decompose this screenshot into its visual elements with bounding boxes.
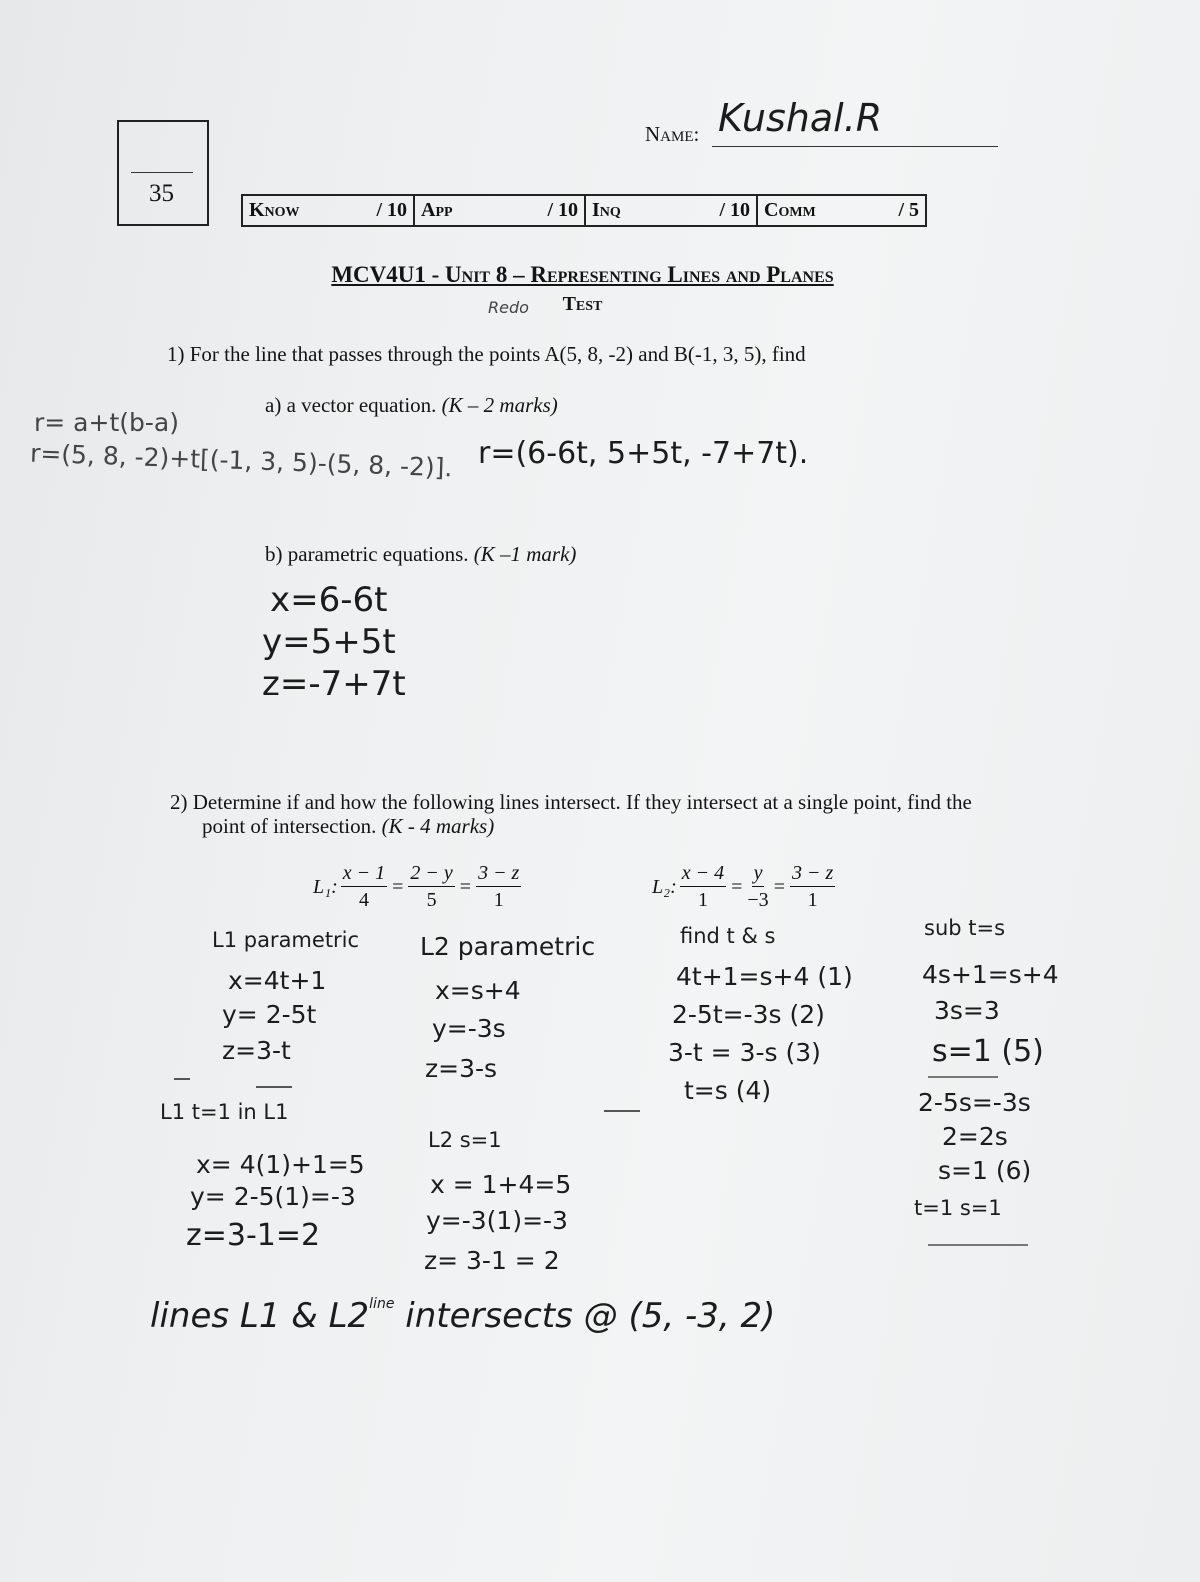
- conclusion-mid: line: [369, 1296, 395, 1312]
- l2-fraction-y: $\frac{y}{-3}$: [747, 862, 769, 911]
- sub-step-5: 2=2s: [942, 1122, 1008, 1151]
- q1a-answer: r=(6-6t, 5+5t, -7+7t).: [478, 436, 809, 471]
- l1-check-z: z=3-1=2: [186, 1218, 321, 1253]
- q1b-x: x=6-6t: [270, 580, 388, 620]
- system-eq-2: 2-5t=-3s (2): [672, 1000, 825, 1029]
- cat-app: App / 10: [414, 195, 585, 226]
- l1-fraction-x: $\frac{x - 1}{4}$: [342, 862, 386, 911]
- sub-title: sub t=s: [924, 916, 1006, 940]
- q2-prompt-line2: point of intersection. (K - 4 marks): [202, 814, 495, 838]
- l1-label: L₁:: [313, 875, 338, 898]
- cat-inq: Inq / 10: [585, 195, 757, 226]
- l2-fraction-x: $\frac{x - 4}{1}$: [681, 862, 725, 911]
- work-stroke: [174, 1078, 190, 1080]
- subtitle-note: Redo: [488, 298, 529, 317]
- l1-check-title: L1 t=1 in L1: [160, 1100, 289, 1124]
- l2-fraction-z: $\frac{3 - z}{1}$: [791, 862, 834, 911]
- l1-check-y: y= 2-5(1)=-3: [190, 1182, 356, 1211]
- l2-param-y: y=-3s: [432, 1014, 506, 1043]
- q1-prompt: 1) For the line that passes through the points A(5, 8, -2) and B(-1, 3, 5), find: [167, 342, 806, 366]
- system-eq-4: t=s (4): [684, 1076, 772, 1105]
- cat-know: Know / 10: [242, 195, 414, 226]
- conclusion: [150, 1296, 775, 1336]
- l1-check-x: x= 4(1)+1=5: [196, 1150, 365, 1179]
- score-divider: [131, 172, 193, 173]
- conclusion-prefix: lines: [150, 1296, 230, 1336]
- q1a-work-substitution: r=(5, 8, -2)+t[(-1, 3, 5)-(5, 8, -2)].: [29, 438, 453, 483]
- name-underline: [712, 146, 998, 147]
- work-stroke: [928, 1076, 998, 1078]
- l2-check-title: L2 s=1: [428, 1128, 502, 1152]
- score-value: 35: [149, 180, 174, 207]
- score-box: [117, 120, 209, 226]
- conclusion-lines: L1 & L2: [239, 1296, 370, 1336]
- l1-param-title: L1 parametric: [212, 928, 360, 952]
- l2-param-title: L2 parametric: [420, 932, 596, 961]
- l1-param-y: y= 2-5t: [222, 1000, 317, 1029]
- conclusion-suffix: intersects @ (5, -3, 2): [405, 1296, 776, 1336]
- student-name: Kushal.R: [718, 96, 883, 140]
- sub-step-4: 2-5s=-3s: [918, 1088, 1031, 1117]
- work-stroke: [604, 1110, 640, 1112]
- cat-comm: Comm / 5: [757, 195, 926, 226]
- find-ts-title: find t & s: [680, 924, 776, 948]
- l2-symmetric-equation: L₂: $\frac{x - 4}{1}$ = $\frac{y}{-3}$ = $\frac{3 - z}{1}$: [652, 862, 834, 911]
- l1-param-z: z=3-t: [222, 1036, 291, 1065]
- l2-check-y: y=-3(1)=-3: [426, 1206, 568, 1235]
- l2-param-z: z=3-s: [425, 1054, 498, 1083]
- system-eq-1: 4t+1=s+4 (1): [676, 962, 853, 991]
- page-subtitle: Test: [562, 293, 603, 315]
- page-title: MCV4U1 - Unit 8 – Representing Lines and Planes: [331, 262, 834, 287]
- q1a-label: a) a vector equation. (K – 2 marks): [265, 393, 558, 417]
- work-stroke: [256, 1086, 292, 1088]
- l1-fraction-z: $\frac{3 - z}{1}$: [478, 862, 520, 911]
- l2-check-x: x = 1+4=5: [430, 1170, 572, 1199]
- sub-step-6: s=1 (6): [938, 1156, 1032, 1185]
- name-label: Name:: [645, 122, 700, 146]
- q1a-work-formula: r= a+t(b-a): [34, 408, 179, 437]
- l1-symmetric-equation: L₁: $\frac{x - 1}{4}$ = $\frac{2 - y}{5}$ = $\frac{3 - z}{1}$: [313, 862, 520, 911]
- l1-fraction-y: $\frac{2 - y}{5}$: [410, 862, 453, 911]
- l2-label: L₂:: [652, 875, 677, 898]
- sub-step-7: t=1 s=1: [914, 1196, 1002, 1220]
- q1b-label: b) parametric equations. (K –1 mark): [265, 542, 577, 566]
- q1b-y: y=5+5t: [262, 622, 396, 662]
- q1b-z: z=-7+7t: [262, 664, 406, 704]
- l2-param-x: x=s+4: [435, 976, 521, 1005]
- work-stroke: [928, 1244, 1028, 1246]
- system-eq-3: 3-t = 3-s (3): [668, 1038, 821, 1067]
- sub-step-2: 3s=3: [934, 996, 1000, 1025]
- sub-step-3: s=1 (5): [932, 1034, 1044, 1069]
- q2-prompt-line1: 2) Determine if and how the following lines intersect. If they intersect at a single point, find the: [170, 790, 972, 814]
- sub-step-1: 4s+1=s+4: [922, 960, 1059, 989]
- l1-param-x: x=4t+1: [228, 966, 327, 995]
- category-marks-table: [241, 194, 927, 227]
- l2-check-z: z= 3-1 = 2: [424, 1246, 560, 1275]
